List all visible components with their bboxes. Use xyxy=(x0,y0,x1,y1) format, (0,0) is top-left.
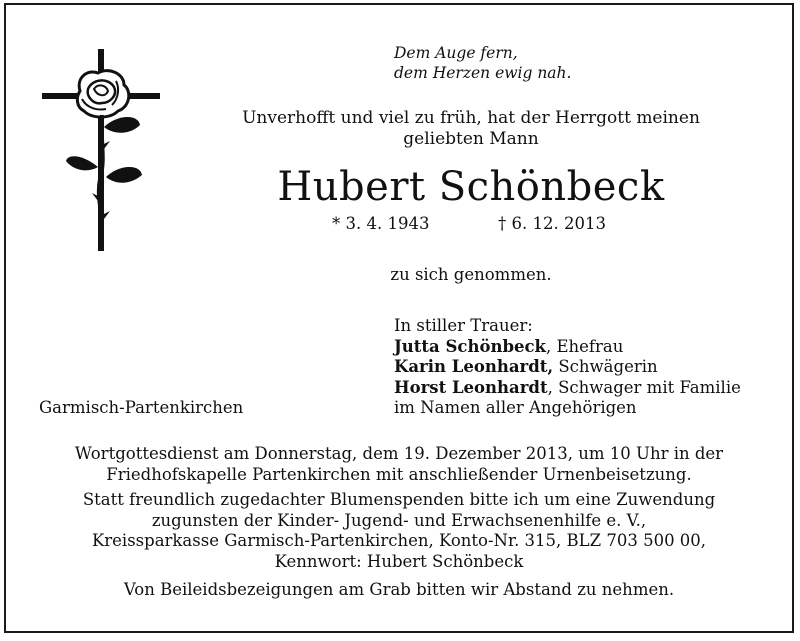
place-name: Garmisch-Partenkirchen xyxy=(39,398,244,417)
motto-line: dem Herzen ewig nah. xyxy=(394,64,572,82)
mourners-heading: In stiller Trauer: xyxy=(394,316,533,335)
mourner-relation: , Schwager mit Familie xyxy=(547,377,741,397)
motto-line: Dem Auge fern, xyxy=(394,44,518,62)
obituary-notice xyxy=(4,3,794,633)
mourner-entry xyxy=(394,357,741,378)
birth-date: * 3. 4. 1943 xyxy=(332,214,430,233)
intro-line: Unverhofft und viel zu früh, hat der Herrgott meinen xyxy=(242,108,700,128)
service-info xyxy=(16,444,782,485)
cross-rose-icon xyxy=(36,49,166,254)
mourner-relation: Schwägerin xyxy=(553,357,658,376)
taken-text: zu sich genommen. xyxy=(390,265,552,284)
mourners-closing: im Namen aller Angehörigen xyxy=(394,398,637,417)
deceased-name: Hubert Schönbeck xyxy=(277,164,665,210)
donation-line: Kennwort: Hubert Schönbeck xyxy=(274,551,524,571)
mourners-block xyxy=(394,316,741,419)
service-line: Wortgottesdienst am Donnerstag, dem 19. Dezember 2013, um 10 Uhr in der xyxy=(74,444,724,463)
mourner-relation: , Ehefrau xyxy=(545,336,624,356)
service-line: Friedhofskapelle Partenkirchen mit anschließender Urnenbeisetzung. xyxy=(106,464,692,484)
mourner-name: Karin Leonhardt, xyxy=(394,357,554,376)
death-date: † 6. 12. 2013 xyxy=(498,214,606,233)
donation-line: Statt freundlich zugedachter Blumenspenden bitte ich um eine Zuwendung xyxy=(82,490,716,509)
mourner-name: Horst Leonhardt xyxy=(394,377,548,397)
donation-line: zugunsten der Kinder- Jugend- und Erwachsenenhilfe e. V., xyxy=(151,510,647,530)
mourner-entry xyxy=(394,378,741,399)
donation-line: Kreissparkasse Garmisch-Partenkirchen, Konto-Nr. 315, BLZ 703 500 00, xyxy=(91,531,707,550)
donation-info xyxy=(16,490,782,572)
condolence-note: Von Beileidsbezeigungen am Grab bitten wir Abstand zu nehmen. xyxy=(123,580,675,599)
intro-line: geliebten Mann xyxy=(403,129,539,149)
motto xyxy=(394,43,571,83)
mourner-name: Jutta Schönbeck xyxy=(394,336,546,356)
mourner-entry xyxy=(394,337,741,358)
intro-text xyxy=(206,108,736,150)
